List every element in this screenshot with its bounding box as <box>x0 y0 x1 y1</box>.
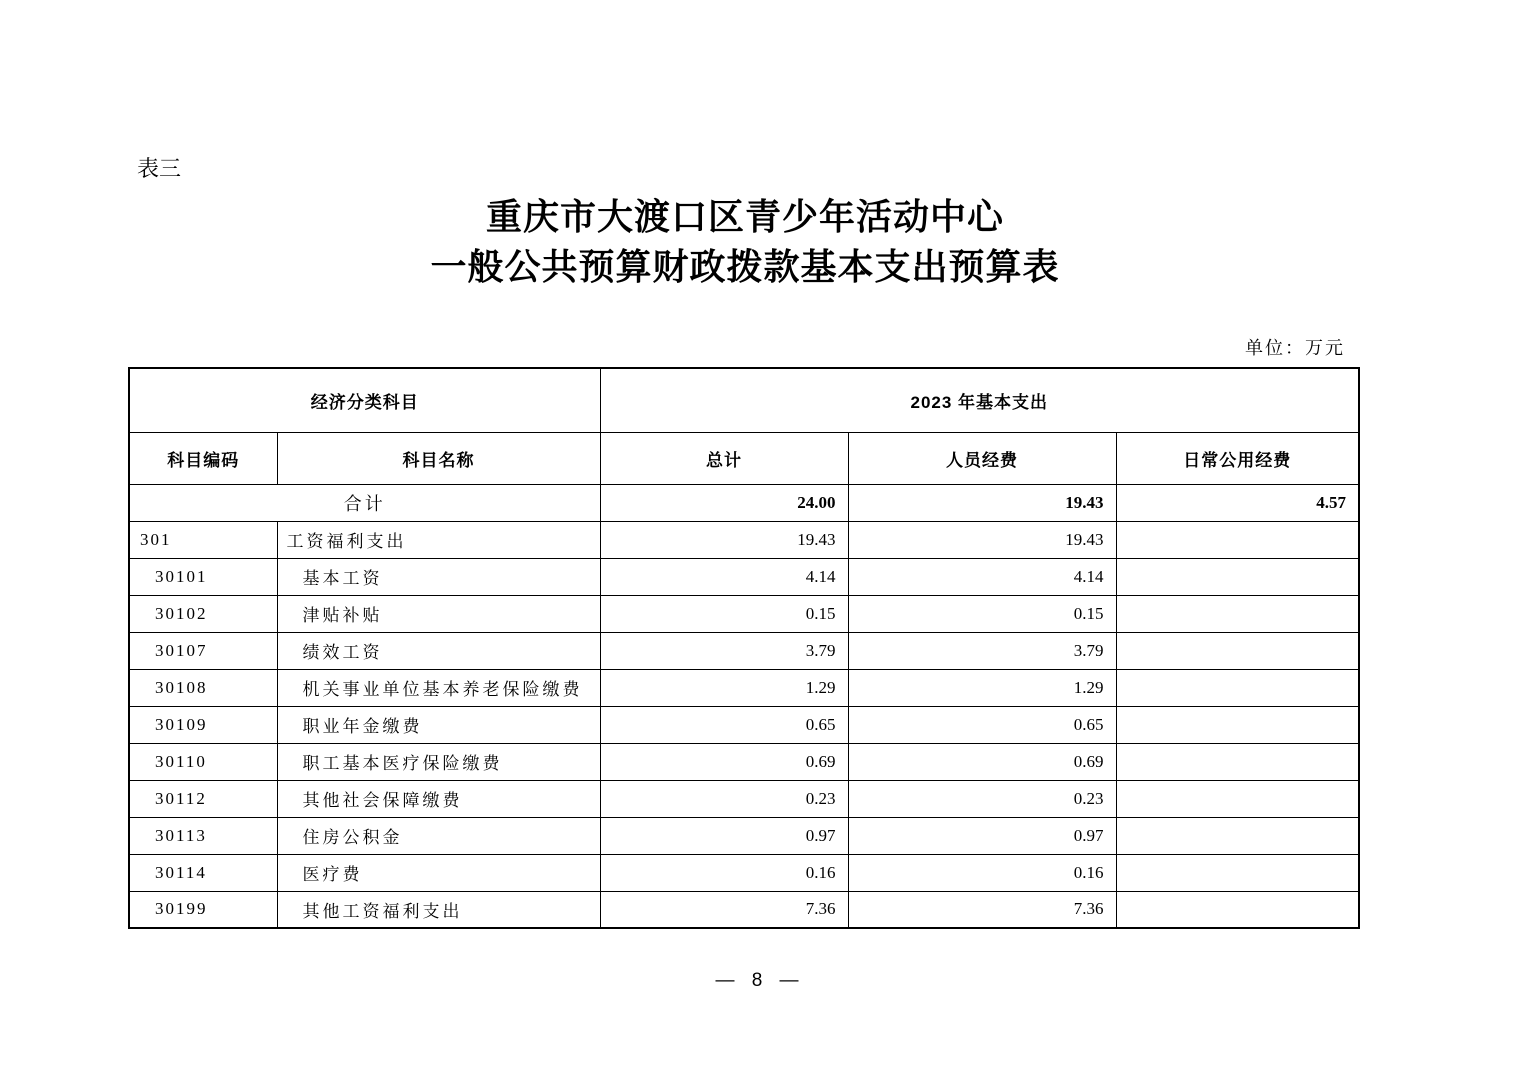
subject-name-cell: 工资福利支出 <box>277 521 600 558</box>
total-cell: 0.97 <box>600 817 848 854</box>
subject-code-cell: 30107 <box>129 632 277 669</box>
table-tag: 表三 <box>137 156 182 181</box>
subject-name-cell: 职业年金缴费 <box>277 706 600 743</box>
total-cell: 0.23 <box>600 780 848 817</box>
personnel-cell: 0.16 <box>848 854 1116 891</box>
header-economic-category: 经济分类科目 <box>129 368 600 432</box>
table-body <box>129 484 1359 928</box>
personnel-cell: 4.14 <box>848 558 1116 595</box>
subject-code-cell: 30112 <box>129 780 277 817</box>
header-total: 总计 <box>600 432 848 484</box>
personnel-cell: 0.15 <box>848 595 1116 632</box>
subject-code-cell: 30199 <box>129 891 277 928</box>
daily-public-cell <box>1116 669 1359 706</box>
budget-table <box>128 367 1360 929</box>
daily-public-cell <box>1116 595 1359 632</box>
total-cell: 0.65 <box>600 706 848 743</box>
subject-name-cell: 医疗费 <box>277 854 600 891</box>
subject-name-cell: 其他工资福利支出 <box>277 891 600 928</box>
subject-code-cell: 30102 <box>129 595 277 632</box>
title-line-1: 重庆市大渡口区青少年活动中心 <box>485 196 1004 237</box>
table-row <box>129 669 1359 706</box>
subject-name-cell: 津贴补贴 <box>277 595 600 632</box>
daily-public-cell <box>1116 817 1359 854</box>
daily-public-cell <box>1116 891 1359 928</box>
page-number: — 8 — <box>715 970 805 991</box>
subject-name-cell: 职工基本医疗保险缴费 <box>277 743 600 780</box>
total-cell: 0.69 <box>600 743 848 780</box>
table-row <box>129 891 1359 928</box>
subject-code-cell: 30101 <box>129 558 277 595</box>
subject-name-cell: 基本工资 <box>277 558 600 595</box>
summary-daily-public: 4.57 <box>1116 484 1359 521</box>
header-daily-public: 日常公用经费 <box>1116 432 1359 484</box>
table-row <box>129 854 1359 891</box>
subject-code-cell: 30108 <box>129 669 277 706</box>
summary-label: 合计 <box>129 484 600 521</box>
title-line-2: 一般公共预算财政拨款基本支出预算表 <box>430 246 1060 287</box>
total-cell: 1.29 <box>600 669 848 706</box>
daily-public-cell <box>1116 521 1359 558</box>
page-title <box>0 192 1490 292</box>
table-row <box>129 558 1359 595</box>
personnel-cell: 0.69 <box>848 743 1116 780</box>
unit-label: 单位：万元 <box>1245 338 1345 358</box>
header-year-basic-expense: 2023 年基本支出 <box>600 368 1359 432</box>
table-row <box>129 632 1359 669</box>
table-row <box>129 743 1359 780</box>
subject-name-cell: 住房公积金 <box>277 817 600 854</box>
total-cell: 4.14 <box>600 558 848 595</box>
total-cell: 0.15 <box>600 595 848 632</box>
subject-name-cell: 其他社会保障缴费 <box>277 780 600 817</box>
subject-code-cell: 30109 <box>129 706 277 743</box>
personnel-cell: 1.29 <box>848 669 1116 706</box>
table-row <box>129 780 1359 817</box>
personnel-cell: 3.79 <box>848 632 1116 669</box>
summary-row <box>129 484 1359 521</box>
summary-personnel: 19.43 <box>848 484 1116 521</box>
daily-public-cell <box>1116 780 1359 817</box>
header-subject-name: 科目名称 <box>277 432 600 484</box>
personnel-cell: 0.65 <box>848 706 1116 743</box>
daily-public-cell <box>1116 854 1359 891</box>
subject-name-cell: 机关事业单位基本养老保险缴费 <box>277 669 600 706</box>
daily-public-cell <box>1116 632 1359 669</box>
total-cell: 0.16 <box>600 854 848 891</box>
daily-public-cell <box>1116 743 1359 780</box>
table-row <box>129 595 1359 632</box>
subject-code-cell: 30113 <box>129 817 277 854</box>
table-row <box>129 521 1359 558</box>
total-cell: 7.36 <box>600 891 848 928</box>
table-row <box>129 706 1359 743</box>
subject-code-cell: 30114 <box>129 854 277 891</box>
personnel-cell: 0.23 <box>848 780 1116 817</box>
personnel-cell: 19.43 <box>848 521 1116 558</box>
daily-public-cell <box>1116 558 1359 595</box>
daily-public-cell <box>1116 706 1359 743</box>
personnel-cell: 7.36 <box>848 891 1116 928</box>
total-cell: 19.43 <box>600 521 848 558</box>
table-row <box>129 817 1359 854</box>
total-cell: 3.79 <box>600 632 848 669</box>
summary-total: 24.00 <box>600 484 848 521</box>
header-personnel: 人员经费 <box>848 432 1116 484</box>
subject-name-cell: 绩效工资 <box>277 632 600 669</box>
subject-code-cell: 301 <box>129 521 277 558</box>
personnel-cell: 0.97 <box>848 817 1116 854</box>
header-subject-code: 科目编码 <box>129 432 277 484</box>
subject-code-cell: 30110 <box>129 743 277 780</box>
